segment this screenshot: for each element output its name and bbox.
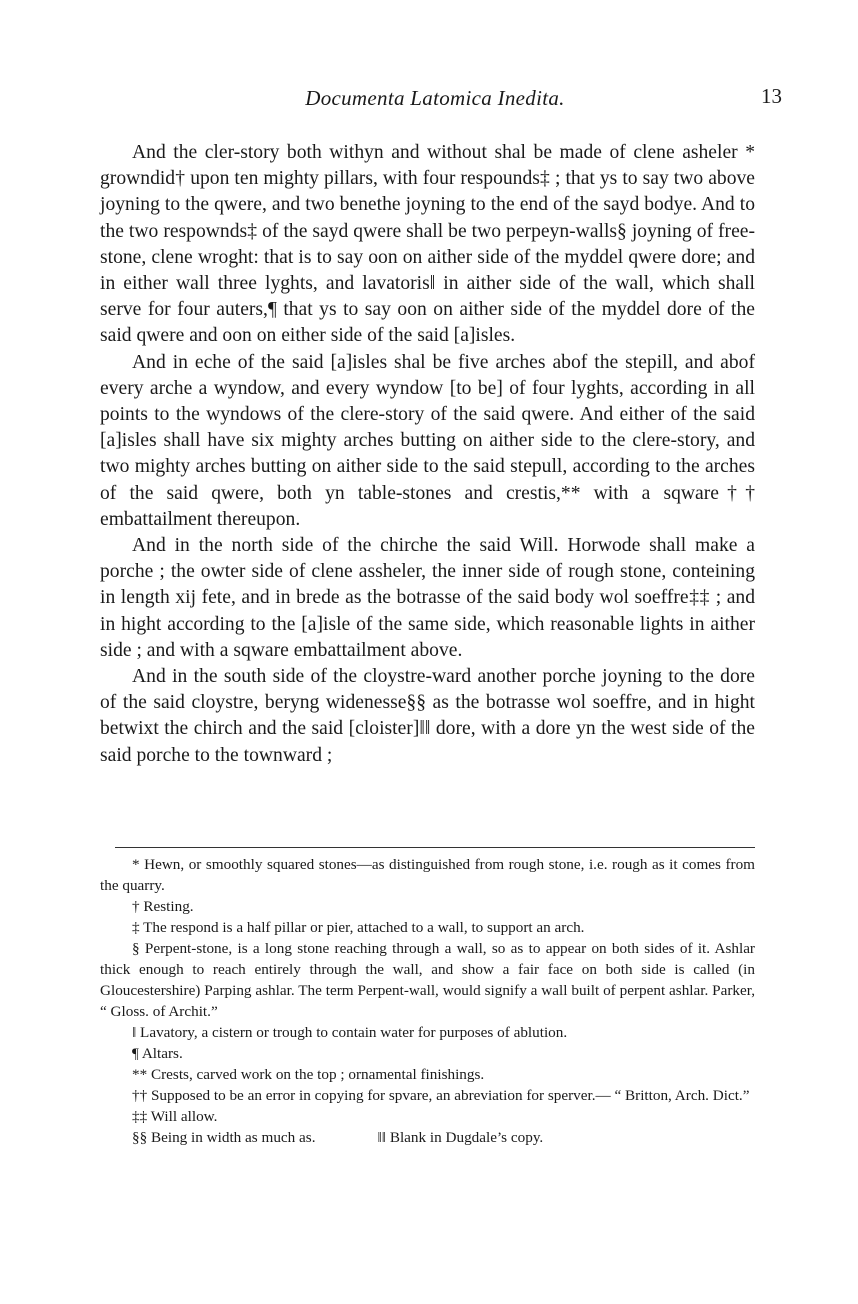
footnote: § Perpent-stone, is a long stone reaching through a wall, so as to appear on both sides of it. Ashlar thick enough to reach entirely through the wall, and show a fair face on both side is called (in Gloucestershire) Parping ashlar. The term Perpent-wall, would signify a wall built of perpent ashlar. Parker, “ Gloss. of Archit.”: [100, 940, 755, 1020]
footnote: * Hewn, or smoothly squared stones—as distinguished from rough stone, i.e. rough as it comes from the quarry.: [100, 856, 755, 894]
footnote: †† Supposed to be an error in copying for spvare, an abreviation for sperver.— “ Britton, Arch. Dict.”: [132, 1087, 750, 1104]
paragraph: And in eche of the said [a]isles shal be five arches abof the stepill, and abof every arche a wyndow, and every wyndow [to be] of four lyghts, according in all points to the wyndows of the clere-story of the said qwere. And either of the said [a]isles shall have six mighty arches butting on aither side to the clere-story, and two mighty arches butting on aither side to the said stepull, according to the arches of the said qwere, both yn table-stones and crestis,** with a sqware†† embattailment thereupon.: [100, 351, 755, 530]
footnote: ‖‖ Blank in Dugdale’s copy.: [377, 1129, 544, 1146]
page-number: 13: [761, 84, 782, 108]
footnote: ¶ Altars.: [132, 1045, 183, 1062]
footnotes: [100, 854, 755, 1148]
footnote: ‖ Lavatory, a cistern or trough to contain water for purposes of ablution.: [132, 1024, 568, 1041]
paragraph: And in the south side of the cloystre-ward another porche joyning to the dore of the said cloystre, beryng widenesse§§ as the botrasse wol soeffre, and in hight betwixt the chirch and the said [cloister]‖‖ dore, with a dore yn the west side of the said porche to the townward ;: [100, 666, 755, 766]
footnote: ** Crests, carved work on the top ; ornamental finishings.: [132, 1066, 485, 1083]
footnote: ‡ The respond is a half pillar or pier, attached to a wall, to support an arch.: [132, 919, 585, 936]
paragraph: And the cler-story both withyn and without shal be made of clene asheler * growndid† upon ten mighty pillars, with four respounds‡ ; that ys to say two above joyning to the qwere, and two benethe joyning to the end of the sayd bodye. And to the two respownds‡ of the sayd qwere shall be two perpeyn-walls§ joyning of free-stone, clene wroght: that is to say oon on aither side of the myddel qwere dore; and in either wall three lyghts, and lavatoris‖ in aither side of the wall, which shall serve for four auters,¶ that ys to say oon on aither side of the myddel dore of the said qwere and oon on either side of the said [a]isles.: [100, 142, 755, 347]
body-text: [100, 140, 755, 769]
running-title: Documenta Latomica Inedita.: [305, 86, 565, 110]
paragraph: And in the north side of the chirche the said Will. Horwode shall make a porche ; the owter side of clene assheler, the inner side of rough stone, conteining in length xij fete, and in brede as the botrasse of the said body wol soeffre‡‡ ; and in hight according to the [a]isle of the same side, which reasonable lights in aither side ; and with a sqware embattailment above.: [100, 535, 755, 661]
footnote-divider: [115, 847, 755, 848]
footnote: §§ Being in width as much as.: [132, 1129, 316, 1146]
footnote-last-line: [100, 1127, 755, 1148]
footnote: † Resting.: [132, 898, 194, 915]
footnote: ‡‡ Will allow.: [132, 1108, 218, 1125]
page-header: [100, 84, 782, 116]
